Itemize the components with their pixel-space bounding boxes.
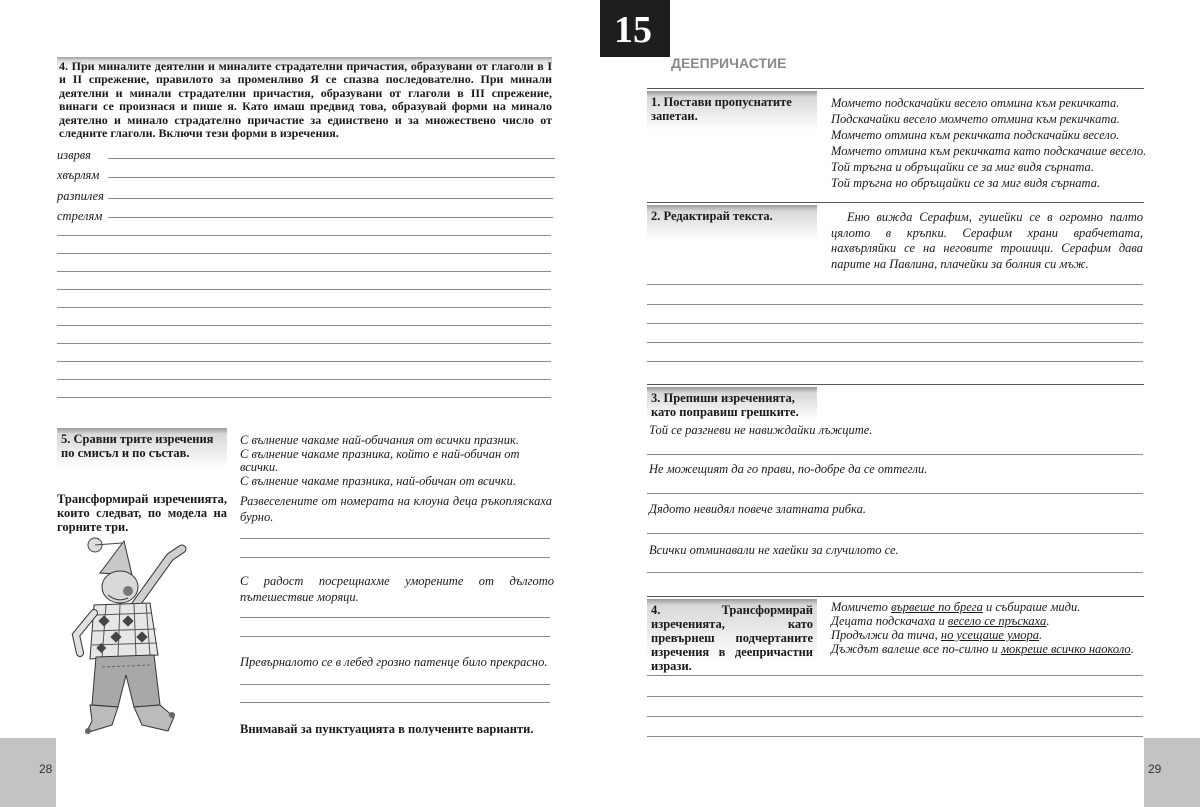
answer-line [57,235,551,236]
page-number: 29 [1148,762,1162,776]
task3-sentence-3: Дядото невидял повече златната рибка. [649,502,866,516]
task1-sentences [831,95,1151,191]
example-sentence: С вълнение чакаме празника, най-обичан от всички. [240,473,516,488]
plain-text: Момичето [831,600,891,614]
answer-line [108,177,555,178]
clown-illustration [62,535,202,740]
task4-line [831,628,1151,642]
chapter-number: 15 [614,9,652,51]
answer-line [108,198,553,199]
answer-line [647,361,1143,362]
answer-line [647,493,1143,494]
answer-line [108,158,555,159]
plain-text: и събираше миди. [982,600,1081,614]
plain-text: . [1130,642,1134,656]
answer-line [57,289,551,290]
task3-heading: 3. Препиши изреченията, като поправиш грешките. [647,387,817,421]
answer-line [57,343,551,344]
answer-line [240,636,550,637]
answer-line [647,342,1143,343]
task1-sentence: Момчето отмина към рекичката като подскачаше весело. [831,144,1147,158]
plain-text: Децата подскачаха и [831,614,948,628]
task5-sentence-3: Превърналото се в лебед грозно патенце било прекрасно. [240,655,548,669]
task3-sentence-2: Не можещият да го прави, по-добре да се оттегли. [649,462,928,476]
task1-sentence: Подскачайки весело момчето отмина към рекичката. [831,112,1120,126]
task4-line [831,600,1151,614]
answer-line [57,379,551,380]
chapter-title: ДЕЕПРИЧАСТИЕ [671,55,787,71]
verb-4: стрелям [57,209,103,223]
verb-1: изврвя [57,148,91,162]
task1-sentence: Той тръгна но обръщайки се за миг видя сърната. [831,176,1101,190]
plain-text: Продължи да тича, [831,628,941,642]
section-rule [647,384,1144,385]
answer-line [57,397,551,398]
task1-heading: 1. Постави пропуснатите запетаи. [647,91,817,131]
answer-line [647,323,1143,324]
answer-line [647,716,1143,717]
task5-sentence-1: Развеселените от номерата на клоуна деца ръкопляскаха бурно. [240,494,552,524]
task4-instruction: 4. При миналите деятелни и миналите страдателни причастия, образувани от глаголи в I и II спрежение, правилото за променливо Я се спазва последователно. При минали деятелни и минали страдателни причастия, образувани от глаголи в III спрежение, винаги се произнася и пише я. Като имаш предвид това, образувай форми на минало деятелно и минало страдателно причастие за единствено и за множествено число от следните глаголи. Включи тези форми в изречения. [59,59,552,141]
section-rule [647,596,1144,597]
example-sentence: С вълнение чакаме най-обичания от всички празник. [240,433,519,447]
task5-heading: 5. Сравни трите изречения по смисъл и по състав. [57,428,227,468]
plain-text: Дъждът валеше все по-силно и [831,642,1002,656]
task4-sentences [831,600,1151,656]
task1-sentence: Момчето отмина към рекичката подскачайки весело. [831,128,1120,142]
verb-2: хвърлям [57,168,100,182]
answer-line [57,253,551,254]
task5-examples [240,434,556,488]
task4-heading: 4. Трансформирай изреченията, като превърнеш подчертаните изречения в деепричастни изрази. [647,599,817,661]
answer-line [240,617,550,618]
answer-line [240,538,550,539]
underlined-clause: весело се пръскаха [947,614,1047,628]
task1-sentence: Момчето подскачайки весело отмина към рекичката. [831,96,1120,110]
plain-text: . [1046,614,1050,628]
answer-line [647,304,1143,305]
answer-line [647,533,1143,534]
answer-line [108,217,553,218]
underlined-clause: но усещаше умора [940,628,1040,642]
answer-line [647,736,1143,737]
task3-sentence-1: Той се разгневи не навиждайки лъжците. [649,423,873,437]
page-number: 28 [39,762,53,776]
verb-3: разпилея [57,189,104,203]
underlined-clause: вървеше по брега [891,600,983,614]
answer-line [240,557,550,558]
underlined-clause: мокреше всичко наоколо [1001,642,1131,656]
answer-line [647,696,1143,697]
answer-line [57,271,551,272]
answer-line [647,675,1143,676]
section-rule [647,88,1144,89]
task4-line [831,614,1151,628]
task2-heading: 2. Редактирай текста. [647,205,817,241]
task4-line [831,642,1151,656]
plain-text: . [1039,628,1043,642]
answer-line [647,454,1143,455]
answer-line [57,307,551,308]
answer-line [647,572,1143,573]
task2-text: Еню вижда Серафим, гушейки се в огромно палто цялото в кръпки. Серафим храни врабчетата, нахвърляйки се на неговите трошици. Серафим дава парите на Павлина, плачейки за болния си мъж. [831,210,1143,271]
answer-line [647,284,1143,285]
task5-note: Внимавай за пунктуацията в получените варианти. [240,722,534,736]
task5-sentence-2: С радост посрещнахме уморените от дългото пътешествие моряци. [240,574,554,604]
answer-line [240,702,550,703]
answer-line [240,684,550,685]
task3-sentence-4: Всички отминавали не хаейки за случилото се. [649,543,899,557]
page-number-tab [1144,738,1200,807]
answer-line [57,325,551,326]
answer-line [57,361,551,362]
example-sentence: С вълнение чакаме празника, който е най-обичан от всички. [240,446,520,474]
chapter-number-box [600,0,670,57]
task5-transform-instruction: Трансформирай изреченията, които следват, по модела на горните три. [57,492,227,534]
section-rule [647,202,1144,203]
task1-sentence: Той тръгна и обръщайки се за миг видя сърната. [831,160,1094,174]
page-number-tab [0,738,56,807]
